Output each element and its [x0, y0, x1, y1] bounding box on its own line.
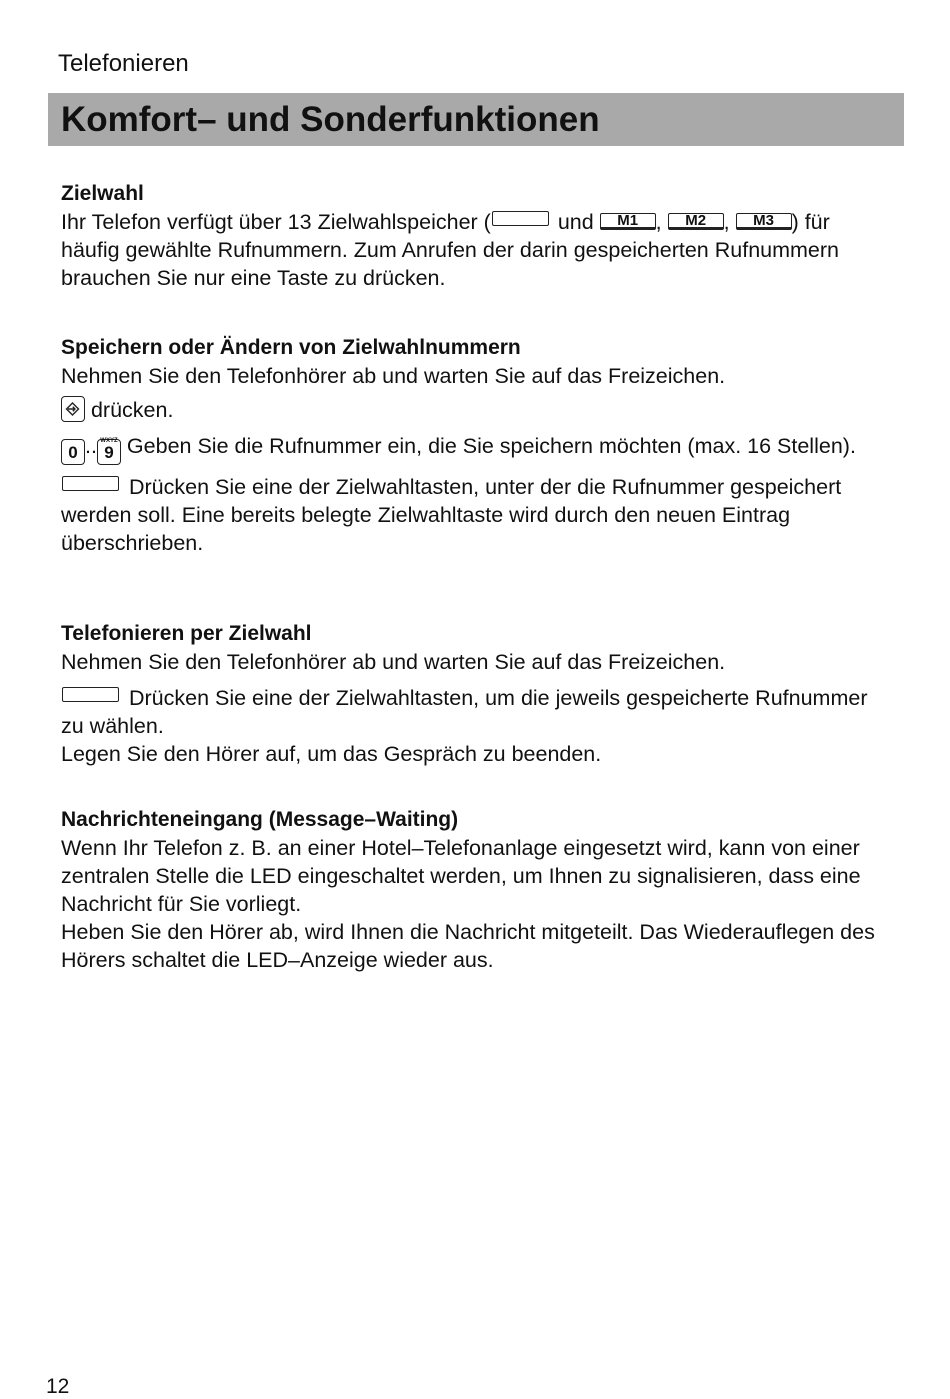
step-text: Drücken Sie eine der Zielwahltasten, unter der die Rufnummer gespeichert werden soll. Eine bereits belegte Zielwahltaste wird durch den neuen Eintrag überschrieben. — [61, 475, 842, 555]
zero-key-icon: 0 — [61, 439, 85, 465]
section-heading: Telefonieren per Zielwahl — [61, 622, 312, 645]
section-heading: Nachrichteneingang (Message–Waiting) — [61, 808, 459, 831]
step-text: drücken. — [85, 398, 174, 422]
speichern-step-2 — [61, 396, 891, 424]
telefonieren-step-1: Nehmen Sie den Telefonhörer ab und warten Sie auf das Freizeichen. — [61, 650, 726, 674]
intro-text-und: und — [551, 210, 600, 234]
telefonieren-step-3: Legen Sie den Hörer auf, um das Gespräch zu beenden. — [61, 742, 602, 766]
chapter-title: Telefonieren — [58, 50, 189, 77]
speed-dial-key-icon — [492, 211, 549, 226]
telefonieren-step-2 — [61, 684, 891, 740]
section-heading: Speichern oder Ändern von Zielwahlnummern — [61, 336, 521, 359]
m1-key-icon: M1 — [600, 213, 656, 230]
speichern-step-1: Nehmen Sie den Telefonhörer ab und warten Sie auf das Freizeichen. — [61, 364, 726, 388]
speed-dial-key-icon — [62, 687, 119, 702]
memory-enter-icon — [61, 396, 85, 422]
intro-text-end: ) für häufig gewählte Rufnummern. Zum Anrufen der darin gespeicherten Rufnummern brauchen Sie nur eine Taste zu drücken. — [61, 210, 839, 290]
section-nachrichten — [61, 806, 891, 974]
m2-key-icon: M2 — [668, 213, 724, 230]
nachrichten-para-1: Wenn Ihr Telefon z. B. an einer Hotel–Telefonanlage eingesetzt wird, kann von einer zentralen Stelle die LED eingeschaltet werden, um Ihnen zu signalisieren, dass eine Nachricht für Sie vorliegt. — [61, 836, 861, 916]
zielwahl-intro — [61, 208, 891, 292]
speichern-step-4 — [61, 473, 891, 557]
step-text: Geben Sie die Rufnummer ein, die Sie speichern möchten (max. 16 Stellen). — [120, 434, 856, 458]
nachrichten-para-2: Heben Sie den Hörer ab, wird Ihnen die Nachricht mitgeteilt. Das Wiederauflegen des Hörers schaltet die LED–Anzeige wieder aus. — [61, 920, 875, 972]
page-title: Komfort– und Sonderfunktionen — [61, 100, 600, 139]
section-speichern — [61, 334, 891, 557]
step-text: Drücken Sie eine der Zielwahltasten, um die jeweils gespeicherte Rufnummer zu wählen. — [61, 686, 868, 738]
intro-comma: , — [723, 210, 736, 234]
page-number: 12 — [46, 1375, 70, 1398]
speed-dial-key-icon — [62, 476, 119, 491]
section-heading: Zielwahl — [61, 182, 144, 205]
intro-comma: , — [655, 210, 668, 234]
nine-key-icon: WXYZ 9 — [97, 439, 121, 465]
range-separator: .. — [85, 434, 97, 458]
section-zielwahl — [61, 180, 891, 292]
intro-text-start: Ihr Telefon verfügt über 13 Zielwahlspeicher ( — [61, 210, 491, 234]
section-telefonieren — [61, 620, 891, 768]
title-banner — [48, 93, 904, 146]
m3-key-icon: M3 — [736, 213, 792, 230]
speichern-step-3 — [61, 432, 891, 465]
